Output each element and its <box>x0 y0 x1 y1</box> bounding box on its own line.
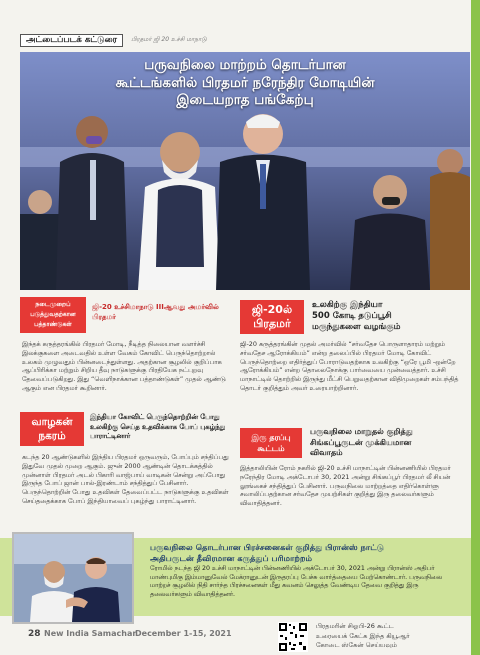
qr-code-icon[interactable] <box>278 622 308 652</box>
hero-title-line3: இடையறாத பங்கேற்பு <box>176 92 314 108</box>
hero-title <box>20 57 470 110</box>
box2-badge-line2: பிரதமர் <box>253 317 291 330</box>
box1-text: இந்தக் கருத்தரங்கில் பிரதமர் மோடி, நீடித்த நிலையான வளர்ச்சி இலக்குகளை அடைவதில் உள்ள வேகம் கோவிட் பெருந்தொற்றால் உலகம் முழுவதும் பின்னடைந்துள்ளது. அதற்கான சூழலில் குறிப்பாக ஆப்பிரிக்கா மற்றும் சிறிய தீவு நாடுகளுக்கு பிரதியேக நட்புறவு தேவைப்படுகிறது. இது “வெளிநாக்கான பத்தாண்டுகள்” முதல் ஆண்டு ஆகும் என பிரதமர் கூறினார். <box>22 340 226 392</box>
page-footer <box>0 620 471 655</box>
issue-date: December 1-15, 2021 <box>135 629 232 638</box>
bottom-text: ரோமில் நடந்த ஜி 20 உச்சி மாநாட்டின் பின்னணியில் அக்டோபர் 30, 2021 அன்று பிரான்ஸ் அதிபர் மாண்புமிகு இம்மானுவேல் மேக்ரானுடன் இருதரப்பு பேச்சு வார்த்தையை மேற்கொண்டார். பருவநிலை மாற்றச் சூழலில் நிதி சார்ந்த பிரச்சனைகள் மீது கவனம் செலுத்த வேண்டிய தேவை குறித்து இரு தலைவர்களும் விவாதித்தனர். <box>150 565 443 598</box>
box1-heading: ஜி-20 உச்சிமாநாடு IIIஆவது அமர்வில் பிரதமர் <box>92 303 219 321</box>
box4-badge-line2: கூட்டம் <box>257 444 285 453</box>
qr-caption-line1: பிரதமரின் சிஓபி-26 கூட்ட <box>316 622 394 630</box>
box3-badge <box>20 412 84 446</box>
box2-heading-line1: உலகிற்கு இந்தியா <box>312 300 383 310</box>
right-accent-bar <box>471 0 480 655</box>
box4-heading-line1: பருவநிலை மாறுதல் குறித்து <box>310 427 413 436</box>
box3-badge-line2: நகரம் <box>38 430 66 442</box>
box3-heading: இந்தியா கோவிட் பெருந்தொற்றின் போது உலகிற்கு செய்த உதவிக்காக போப் புகழ்ந்து பாராட்டினார் <box>90 413 226 440</box>
page-number: 28 <box>28 629 41 639</box>
bottom-title-line1: பருவநிலை தொடர்பான பிரச்சனைகள் குறித்து பிரான்ஸ் நாட்டு <box>150 542 385 552</box>
qr-caption-line3: கோடை ஸ்கேன் செய்யவும் <box>316 641 397 649</box>
box4-badge-line1: இரு தரப்பு <box>251 433 291 442</box>
modi-macron-photo <box>12 532 134 624</box>
section-label: அட்டைப்படக் கட்டுரை <box>20 34 123 47</box>
box4-text: இத்தாலியின் ரோம் நகரில் ஜி-20 உச்சி மாநாட்டின் பின்னணியில் பிரதமர் நரேந்திர மோடி அக்டோபர் 30, 2021 அன்று சிங்கப்பூர் பிரதமர் லீ சியன் லூங்கைச் சந்தித்துப் பேசினார். பருவநிலை மாற்றத்தை எதிர்கொள்ளு சவாலிப்பதற்கான சர்வதேச முயற்சிகள் குறித்து இரு தலைவர்களும் விவாதித்தனர். <box>240 464 451 508</box>
bottom-title <box>150 542 450 563</box>
box2-badge-line1: ஜி-20ல் <box>251 303 293 316</box>
qr-caption-line2: உரையைக் கேட்க இந்த கியூஆர் <box>316 631 410 640</box>
hero-title-line2: கூட்டங்களில் பிரதமர் நரேந்திர மோடியின் <box>115 74 375 91</box>
box3-badge-line1: வாழகன் <box>31 416 73 428</box>
section-sublabel: பிரதமர் ஜி 20 உச்சி மாநாடு <box>131 36 207 43</box>
box2-text: ஜி-20 கருத்தரங்கின் முதல் அமர்வில் “சர்வதேச பொருளாதாரம் மற்றும் சர்வதேச ஆரோக்கியம்” என்ற தலைப்பில் பிரதமர் மோடி கோவிட் பெருந்தொற்றை எதிர்த்துப் போராடுவதற்காக உலகிற்கு “ஒரே பூமி -ஒன்றே ஆரோக்கியம்” என்ற தொலைநோக்கு பார்வையை முன்வைத்தார். உச்சி மாநாட்டில் தொற்றில் இருந்து மீட்சி பெறுவதற்கான விதிமுறைகள் சம்பந்தித் தொடர் குறித்தும் அவர் உரையாற்றினார். <box>240 340 459 392</box>
hero-title-line1: பருவநிலை மாற்றம் தொடர்பான <box>144 57 346 73</box>
box2-heading-line3: மருந்துகளை வழங்கும் <box>312 322 401 332</box>
box1-badge-line3: பத்தாண்டுகள் <box>34 321 72 328</box>
box2-badge <box>240 300 304 334</box>
hero-photo <box>20 52 470 290</box>
box4-badge <box>240 428 302 458</box>
box4-heading-line3: விவாதம் <box>310 448 343 457</box>
modi-macron-illustration <box>14 534 132 622</box>
box1-badge-line2: படுத்துவதற்கான <box>30 311 76 318</box>
box2-heading-line2: 500 கோடி தடுப்பூசி <box>312 311 392 321</box>
box4-heading <box>310 427 465 459</box>
box1-badge-line1: நடைமுறைப் <box>35 301 71 308</box>
bottom-title-line2: அதிபருடன் தீவிரமான கருத்துப் பரிமாற்றம் <box>150 552 313 563</box>
box1-badge <box>20 297 86 333</box>
box2-heading <box>312 300 462 333</box>
magazine-name: New India Samachar <box>44 629 137 638</box>
qr-caption <box>316 622 466 651</box>
section-header <box>20 34 207 46</box>
box4-heading-line2: சிங்கப்பூருடன் முக்கியமான <box>310 437 412 447</box>
box3-text: கடந்த 20 ஆண்டுகளில் இந்திய பிரதமர் ஒருவரும், போப்பும் சந்திப்பது இதுவே முதல் முறை ஆகும். ஜுன் 2000 ஆண்டின் தொடக்கத்தில் முன்னாள் பிரதமர் அடல் பிகாரி வாஜ்பாய் வாடிகன் சென்று அப்போது இருந்த போப் ஜான் பால்-இரண்டாம் சந்தித்துப் பேசினார். பெருந்தொற்றின் போது உதவிகள் தேவைப்பட்ட நாடுகளுக்கு உதவிகள் செய்ததைக்காக போப் இந்தியாவைப் புகழ்ந்து பாராட்டினார். <box>22 453 229 505</box>
